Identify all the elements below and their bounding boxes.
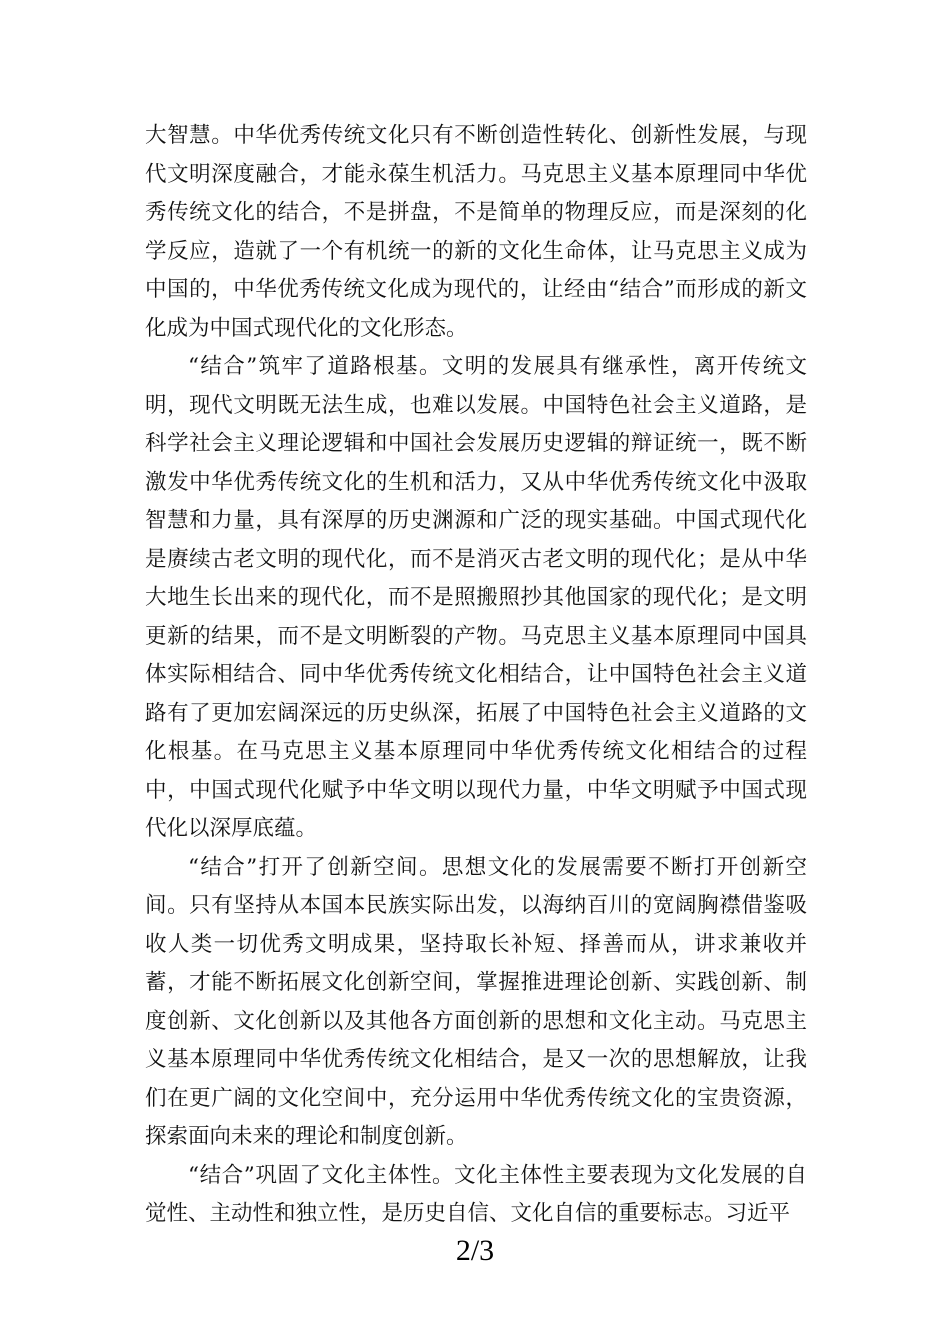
paragraph-road-foundation: “结合”筑牢了道路根基。文明的发展具有继承性，离开传统文明，现代文明既无法生成，也难以发展。中国特色社会主义道路，是科学社会主义理论逻辑和中国社会发展历史逻辑的辩证统一，既不断激发中华优秀传统文化的生机和活力，又从中华优秀传统文化中汲取智慧和力量，具有深厚的历史渊源和广泛的现实基础。中国式现代化是赓续古老文明的现代化，而不是消灭古老文明的现代化；是从中华大地生长出来的现代化，而不是照搬照抄其他国家的现代化；是文明更新的结果，而不是文明断裂的产物。马克思主义基本原理同中国具体实际相结合、同中华优秀传统文化相结合，让中国特色社会主义道路有了更加宏阔深远的历史纵深，拓展了中国特色社会主义道路的文化根基。在马克思主义基本原理同中华优秀传统文化相结合的过程中，中国式现代化赋予中华文明以现代力量，中华文明赋予中国式现代化以深厚底蕴。 <box>145 354 807 841</box>
paragraph-innovation-space: “结合”打开了创新空间。思想文化的发展需要不断打开创新空间。只有坚持从本国本民族实际出发，以海纳百川的宽阔胸襟借鉴吸收人类一切优秀文明成果，坚持取长补短、择善而从，讲求兼收并蓄，才能不断拓展文化创新空间，掌握推进理论创新、实践创新、制度创新、文化创新以及其他各方面创新的思想和文化主动。马克思主义基本原理同中华优秀传统文化相结合，是又一次的思想解放，让我们在更广阔的文化空间中，充分运用中华优秀传统文化的宝贵资源，探索面向未来的理论和制度创新。 <box>145 854 807 1149</box>
body-text <box>145 117 807 1234</box>
paragraph-continuation: 大智慧。中华优秀传统文化只有不断创造性转化、创新性发展，与现代文明深度融合，才能永葆生机活力。马克思主义基本原理同中华优秀传统文化的结合，不是拼盘，不是简单的物理反应，而是深刻的化学反应，造就了一个有机统一的新的文化生命体，让马克思主义成为中国的，中华优秀传统文化成为现代的，让经由“结合”而形成的新文化成为中国式现代化的文化形态。 <box>145 123 807 341</box>
page-number: 2/3 <box>455 1234 495 1267</box>
paragraph-cultural-subjectivity: “结合”巩固了文化主体性。文化主体性主要表现为文化发展的自觉性、主动性和独立性，是历史自信、文化自信的重要标志。习近平 <box>145 1162 807 1226</box>
